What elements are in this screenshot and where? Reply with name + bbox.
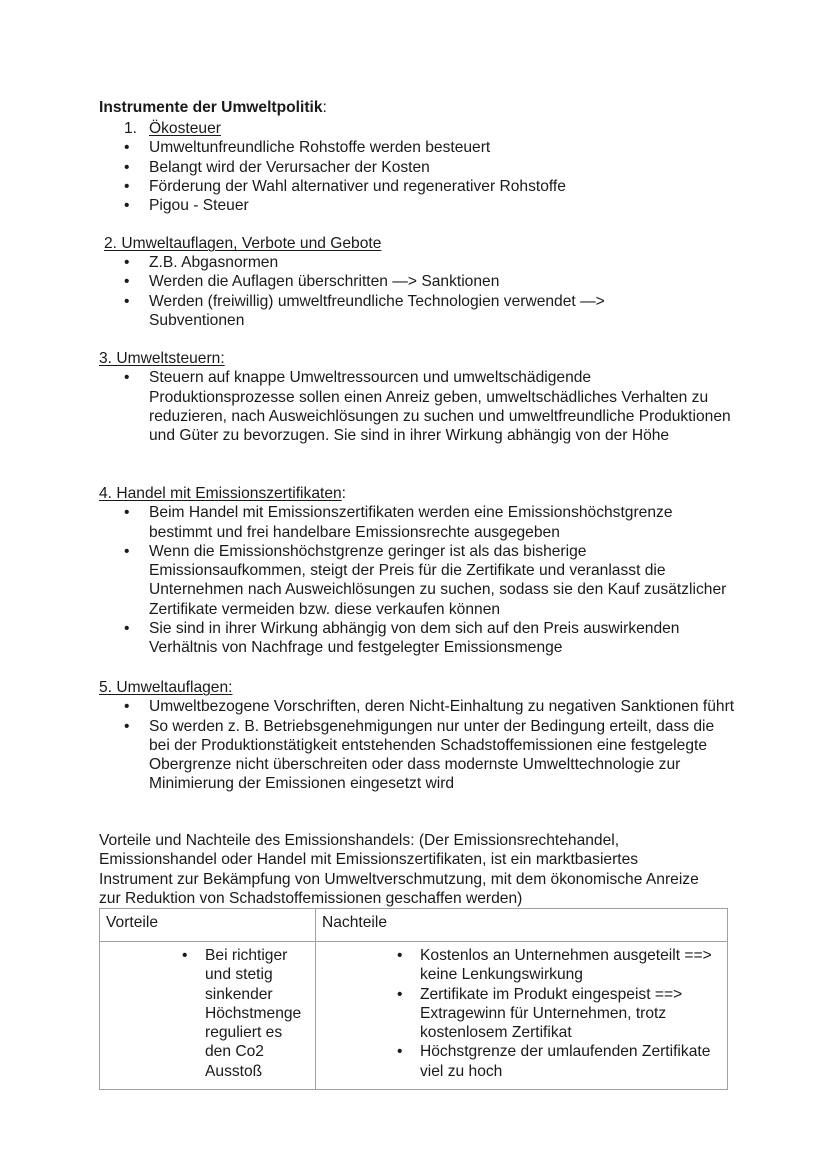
list-item: • Wenn die Emissionshöchstgrenze geringer ist als das bisherige Emissionsaufkommen, steigt der Preis für die Zertifikate und veranlasst die Unternehmen nach Ausweichlösungen zu suchen, sodass sie den Kauf zusätzlicher Zertifikate vermeiden bzw. diese verkaufen können	[99, 542, 739, 619]
nachteile-list	[322, 946, 721, 1085]
section-4-title: 4. Handel mit Emissionszertifikaten	[99, 485, 342, 502]
list-item: • Zertifikate im Produkt eingespeist ==> Extragewinn für Unternehmen, trotz kostenlosem Zertifikat	[322, 985, 721, 1043]
list-item: • Förderung der Wahl alternativer und regenerativer Rohstoffe	[99, 177, 739, 196]
vorteile-list	[106, 946, 309, 1081]
table-row	[100, 942, 728, 1090]
list-item: • Beim Handel mit Emissionszertifikaten werden eine Emissionshöchstgrenze bestimmt und frei handelbare Emissionsrechte ausgegeben	[99, 503, 739, 542]
vorteile-nachteile-table	[99, 908, 728, 1090]
list-item: • Z.B. Abgasnormen	[99, 253, 699, 272]
section-4-colon: :	[341, 485, 347, 502]
list-item: • Kostenlos an Unternehmen ausgeteilt ==> keine Lenkungswirkung	[322, 946, 721, 985]
section-umweltauflagen-verbote	[104, 234, 744, 253]
list-item: • Werden (freiwillig) umweltfreundliche Technologien verwendet —> Subventionen	[99, 292, 699, 331]
section-umweltsteuern	[99, 349, 739, 445]
list-item: • Bei richtiger und stetig sinkender Höchstmenge reguliert es den Co2 Ausstoß	[106, 946, 309, 1081]
section-1-number: 1.	[124, 120, 138, 137]
list-item: • Höchstgrenze der umlaufenden Zertifikate viel zu hoch	[322, 1042, 721, 1081]
header-nachteile: Nachteile	[316, 909, 728, 942]
list-item: • Belangt wird der Verursacher der Kosten	[99, 158, 739, 177]
list-item: • Umweltunfreundliche Rohstoffe werden besteuert	[99, 138, 739, 157]
section-3-list	[99, 368, 739, 445]
list-item: • So werden z. B. Betriebsgenehmigungen nur unter der Bedingung erteilt, dass die bei der Produktionstätigkeit entstehenden Schadstoffemissionen eine festgelegte Obergrenze nicht überschreiten oder dass modernste Umwelttechnologie zur Minimierung der Emissionen eingesetzt wird	[99, 717, 739, 794]
section-1-title: Ökosteuer	[149, 120, 221, 137]
header-vorteile: Vorteile	[100, 909, 316, 942]
list-item: • Sie sind in ihrer Wirkung abhängig von dem sich auf den Preis auswirkenden Verhältnis von Nachfrage und festgelegter Emissionsmenge	[99, 619, 739, 658]
nachteile-cell	[316, 942, 728, 1090]
section-3-title: 3. Umweltsteuern:	[99, 350, 225, 367]
heading-colon: :	[322, 99, 327, 116]
section-2-body	[99, 253, 699, 330]
table-header-row	[100, 909, 728, 942]
section-5-title: 5. Umweltauflagen:	[99, 679, 233, 696]
section-2-title: 2. Umweltauflagen, Verbote und Gebote	[104, 235, 382, 252]
emissionshandel-intro: Vorteile und Nachteile des Emissionshandels: (Der Emissionsrechtehandel, Emissionshandel oder Handel mit Emissionszertifikaten, ist ein marktbasiertes Instrument zur Bekämpfung von Umweltverschmutzung, mit dem ökonomische Anreize zur Reduktion von Schadstoffemissionen geschaffen werden)	[99, 832, 699, 907]
section-2-list	[99, 253, 699, 330]
list-item: • Werden die Auflagen überschritten —> Sanktionen	[99, 272, 699, 291]
document-heading	[99, 98, 739, 117]
list-item: • Pigou - Steuer	[99, 196, 739, 215]
list-item: • Umweltbezogene Vorschriften, deren Nicht-Einhaltung zu negativen Sanktionen führt	[99, 697, 739, 716]
section-1-heading	[99, 119, 739, 138]
vorteile-cell	[100, 942, 316, 1090]
section-1-list	[99, 138, 739, 215]
section-5-list	[99, 697, 739, 793]
section-oekosteuer	[99, 119, 739, 215]
section-emissionshandel	[99, 484, 739, 658]
section-4-heading	[99, 484, 739, 503]
section-4-list	[99, 503, 739, 657]
section-umweltauflagen	[99, 678, 739, 794]
document-title: Instrumente der Umweltpolitik	[99, 99, 323, 116]
list-item: • Steuern auf knappe Umweltressourcen und umweltschädigende Produktionsprozesse sollen einen Anreiz geben, umweltschädliches Verhalten zu reduzieren, nach Ausweichlösungen zu suchen und umweltfreundliche Produktionen und Güter zu bevorzugen. Sie sind in ihrer Wirkung abhängig von der Höhe	[99, 368, 739, 445]
